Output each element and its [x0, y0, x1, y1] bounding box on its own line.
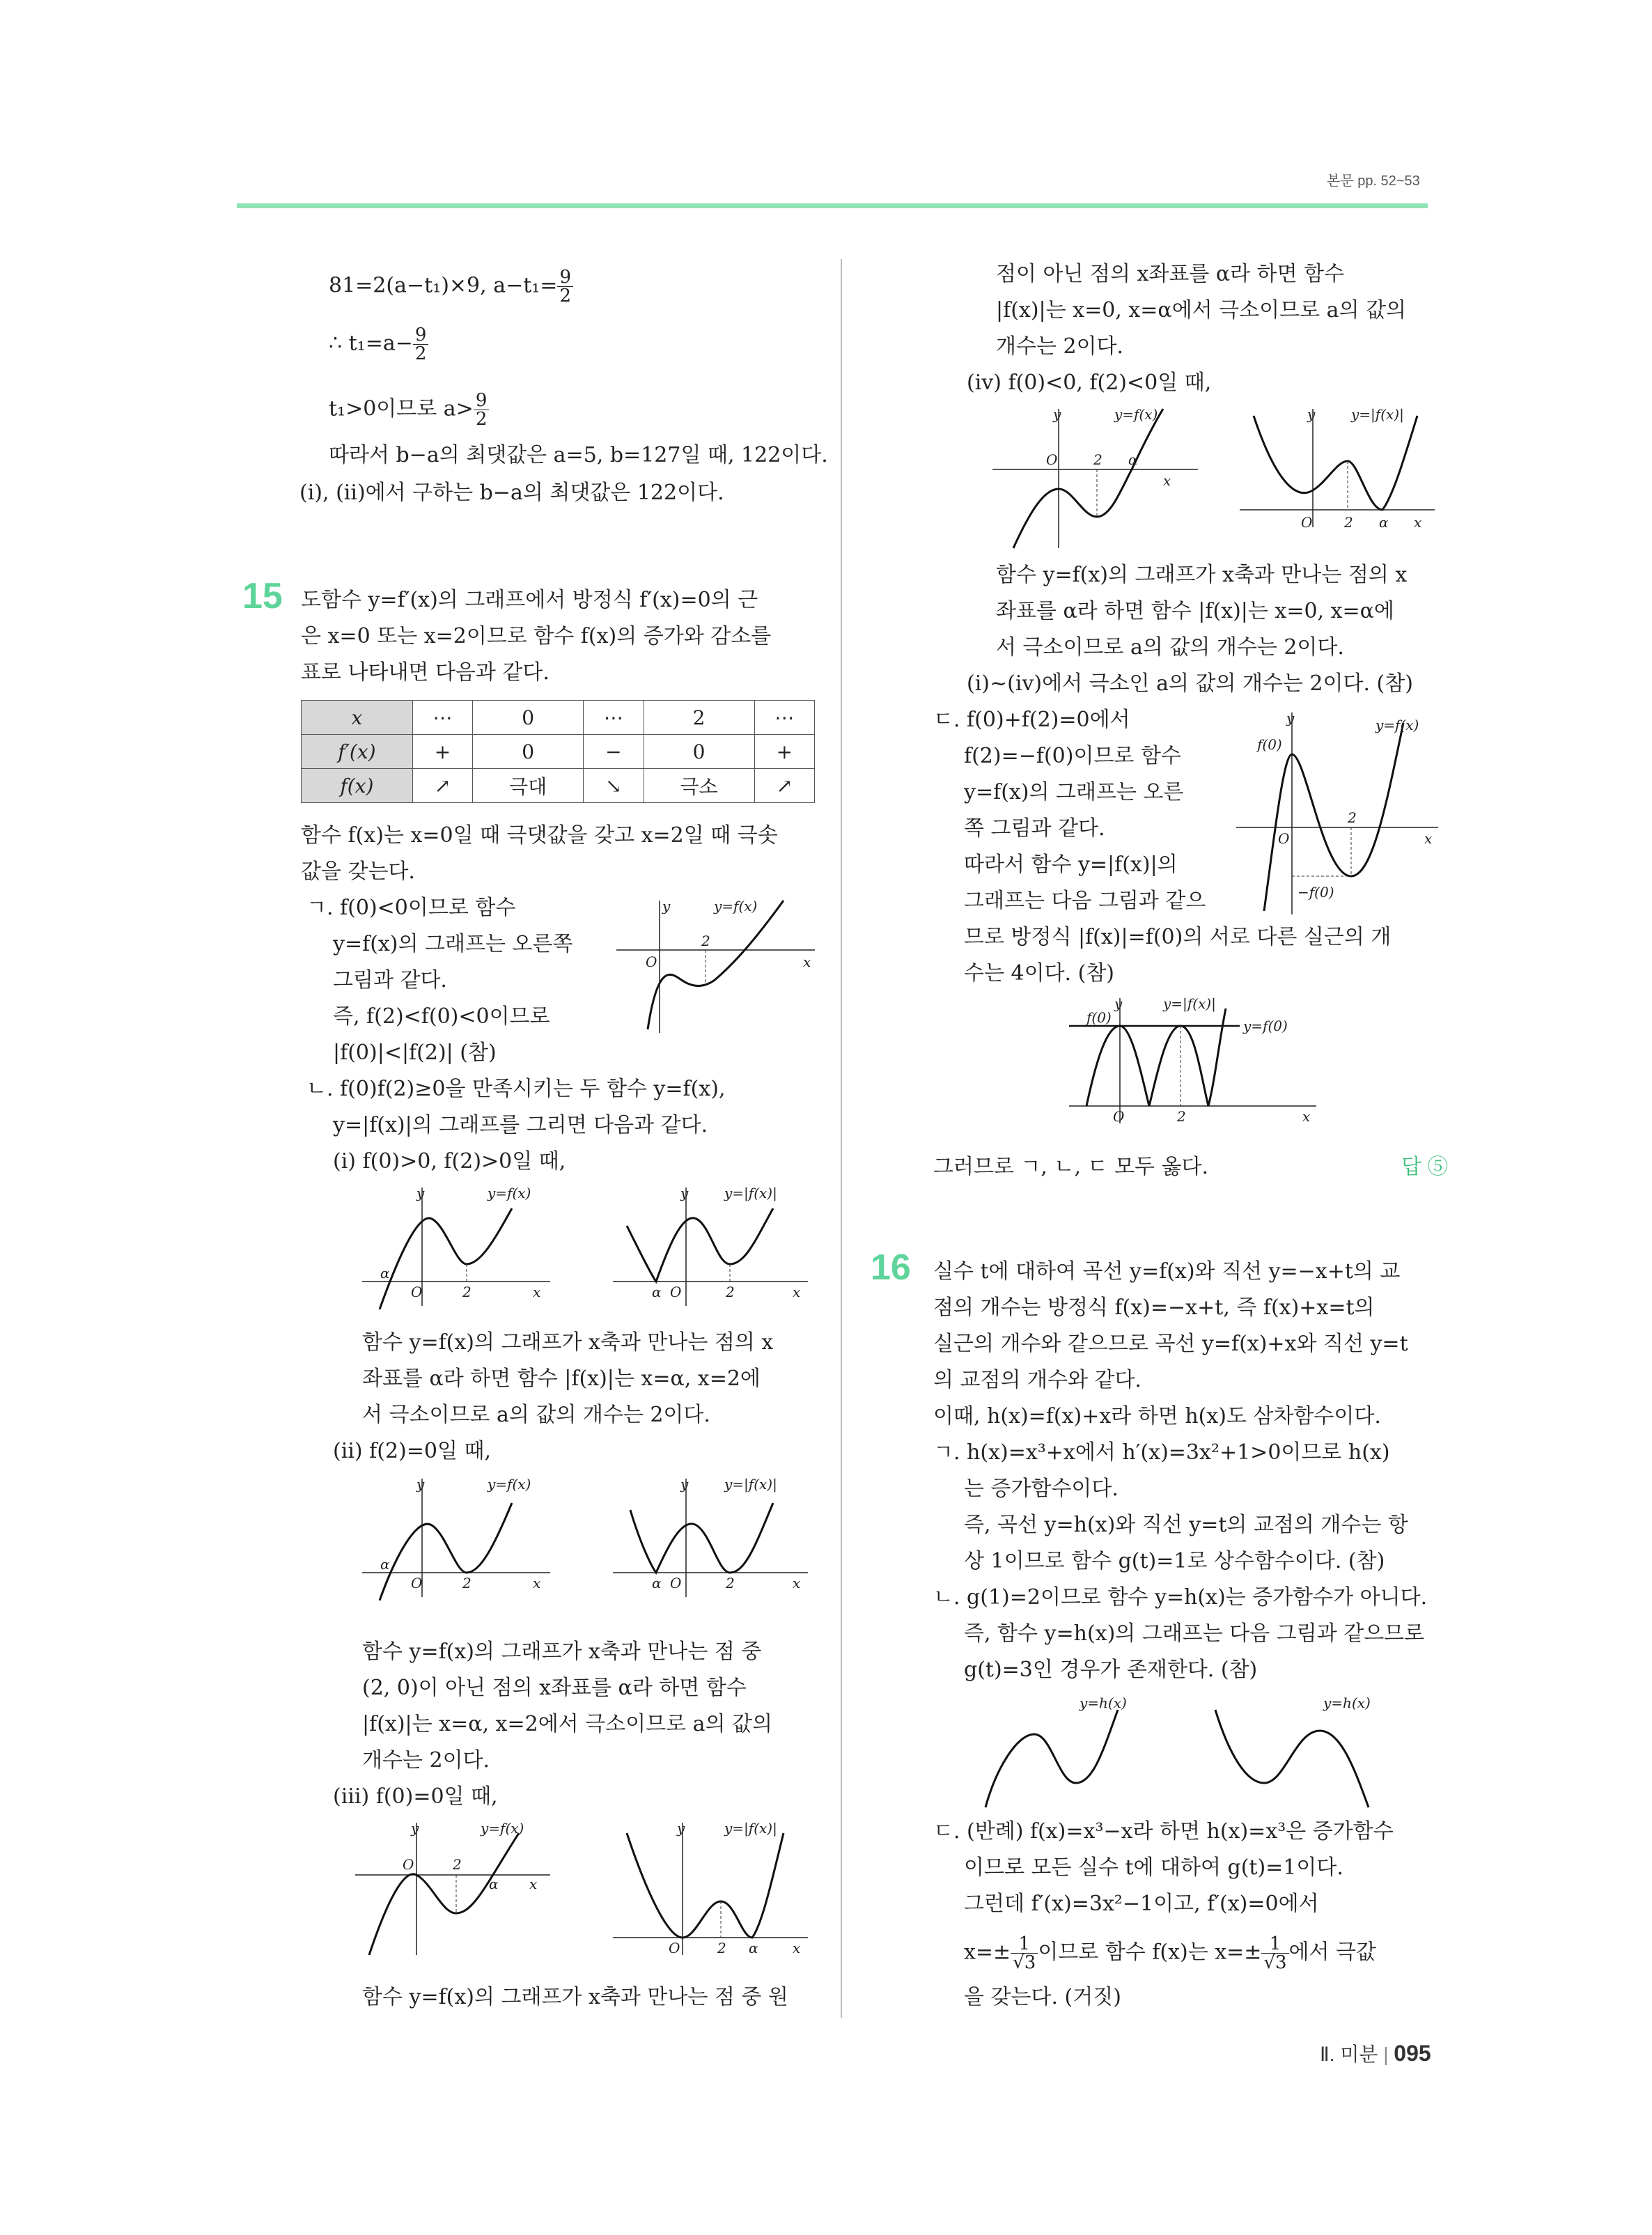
- curve-label: y=h(x): [1080, 1695, 1127, 1711]
- graph-case1-abs: [613, 1184, 815, 1309]
- graph-d-fx: [1236, 709, 1445, 918]
- tick-label: 2: [701, 933, 710, 949]
- alpha-label: α: [1128, 451, 1138, 468]
- table-cell: f(x): [302, 769, 413, 803]
- text-line: y=|f(x)|의 그래프를 그리면 다음과 같다.: [333, 1113, 708, 1137]
- table-cell: 극대: [473, 769, 584, 803]
- x-label: x: [529, 1876, 538, 1892]
- f0-label: f(0): [1257, 736, 1282, 753]
- y-label: y: [416, 1476, 425, 1493]
- table-cell: +: [412, 735, 472, 769]
- text-line: 실근의 개수와 같으므로 곡선 y=f(x)+x와 직선 y=t: [933, 1332, 1408, 1356]
- graph-hx-2: [1205, 1692, 1400, 1811]
- curve: [369, 1833, 519, 1955]
- text-line: 점이 아닌 점의 x좌표를 α라 하면 함수: [996, 262, 1345, 286]
- graph-hx-1: [975, 1692, 1156, 1811]
- text-line: 함수 y=f(x)의 그래프가 x축과 만나는 점의 x: [996, 563, 1408, 587]
- curve: [630, 1503, 773, 1573]
- curve-label: y=|f(x)|: [724, 1476, 777, 1493]
- text-line: g(t)=3인 경우가 존재한다. (참): [964, 1658, 1258, 1682]
- tick-label: 2: [462, 1284, 472, 1300]
- tick-label: 2: [726, 1284, 735, 1300]
- text-line: 서 극소이므로 a의 값의 개수는 2이다.: [362, 1403, 710, 1427]
- tick-label: 2: [1348, 809, 1357, 826]
- alpha-label: α: [380, 1265, 390, 1282]
- tick-label: 2: [1177, 1108, 1186, 1125]
- text-line: 그림과 같다.: [333, 968, 447, 992]
- x-label: x: [533, 1575, 541, 1591]
- curve: [648, 901, 784, 1029]
- problem-number-15: 15: [242, 576, 283, 616]
- text-line: 도함수 y=f′(x)의 그래프에서 방정식 f′(x)=0의 근: [301, 588, 758, 612]
- table-cell: 0: [473, 701, 584, 735]
- origin-label: O: [1113, 1108, 1125, 1125]
- curve: [627, 1833, 784, 1938]
- curve-label: y=f(x): [488, 1185, 531, 1201]
- curve: [985, 1710, 1118, 1807]
- page-number: 095: [1394, 2041, 1431, 2066]
- alpha-label: α: [380, 1556, 390, 1573]
- y-label: y: [680, 1185, 689, 1201]
- alpha-label: α: [652, 1284, 662, 1300]
- x-label: x: [1302, 1108, 1311, 1125]
- y-label: y: [416, 1185, 425, 1201]
- x-label: x: [793, 1575, 801, 1591]
- y-label: y: [1286, 710, 1295, 726]
- curve-label: y=|f(x)|: [1163, 995, 1216, 1012]
- text-line: 의 교점의 개수와 같다.: [933, 1368, 1141, 1392]
- text-line: 함수 y=f(x)의 그래프가 x축과 만나는 점 중: [362, 1640, 762, 1664]
- x-label: x: [1163, 472, 1171, 489]
- table-row: [302, 769, 815, 803]
- conclusion: 그러므로 ㄱ, ㄴ, ㄷ 모두 옳다.: [933, 1155, 1209, 1179]
- text-line: 그런데 f′(x)=3x²−1이고, f′(x)=0에서: [964, 1892, 1319, 1916]
- curve: [627, 1208, 773, 1282]
- curve-label: y=|f(x)|: [724, 1820, 777, 1837]
- graph-d-abs: [1066, 995, 1323, 1127]
- line-label: y=f(0): [1243, 1018, 1288, 1034]
- text-line: 는 증가함수이다.: [964, 1477, 1119, 1501]
- graph-case4-fx: [989, 405, 1205, 552]
- tick-label: 2: [453, 1856, 462, 1873]
- f0-label: f(0): [1086, 1009, 1112, 1026]
- text-line: 함수 y=f(x)의 그래프가 x축과 만나는 점의 x: [362, 1330, 774, 1355]
- text-line: (ⅱ) f(2)=0일 때,: [333, 1439, 491, 1463]
- text-line: 즉, 함수 y=h(x)의 그래프는 다음 그림과 같으므로: [964, 1621, 1425, 1646]
- eq-line-extrema: x=± $\frac{1}{√3}$ 이므로 함수 f(x)는 x=± $\frac{1}{√3}$ 에서 극값: [964, 1933, 1377, 1973]
- origin-label: O: [670, 1575, 682, 1591]
- origin-label: O: [411, 1575, 423, 1591]
- text-line: |f(0)|<|f(2)| (참): [333, 1041, 497, 1065]
- tick-label: 2: [726, 1575, 735, 1591]
- curve-label: y=|f(x)|: [724, 1185, 777, 1201]
- text-line: 따라서 b−a의 최댓값은 a=5, b=127일 때, 122이다.: [329, 443, 828, 467]
- graph-case2-abs: [613, 1475, 815, 1601]
- y-label: y: [411, 1820, 419, 1837]
- text-line: 을 갖는다. (거짓): [964, 1985, 1121, 2009]
- origin-label: O: [1046, 451, 1058, 468]
- y-label: y: [1307, 406, 1316, 423]
- tick-label: 2: [1093, 451, 1102, 468]
- curve: [1264, 723, 1403, 911]
- eq-line-1: 81=2(a−t₁)×9, a−t₁= $\frac{9}{2}$: [329, 268, 573, 305]
- curve-label: y=f(x): [714, 898, 758, 914]
- footer-separator: |: [1383, 2043, 1394, 2065]
- text-line: ㄴ. g(1)=2이므로 함수 y=h(x)는 증가함수가 아니다.: [933, 1585, 1428, 1610]
- text-line: y=f(x)의 그래프는 오른쪽: [333, 932, 573, 956]
- curve: [1013, 409, 1163, 548]
- table-cell: +: [754, 735, 814, 769]
- alpha-label: α: [652, 1575, 662, 1591]
- graph-case2-fx: [362, 1475, 557, 1601]
- curve-label: y=f(x): [488, 1476, 531, 1493]
- x-label: x: [533, 1284, 541, 1300]
- tick-label: 2: [462, 1575, 472, 1591]
- text-line: 이므로 모든 실수 t에 대하여 g(t)=1이다.: [964, 1855, 1343, 1880]
- problem-number-16: 16: [871, 1247, 911, 1288]
- text-line: (ⅰ) f(0)>0, f(2)>0일 때,: [333, 1149, 566, 1174]
- footer: [1320, 2039, 1431, 2067]
- text-line: (ⅰ)~(ⅳ)에서 극소인 a의 값의 개수는 2이다. (참): [967, 671, 1413, 696]
- text-line: 수는 4이다. (참): [964, 961, 1115, 986]
- table-row: [302, 735, 815, 769]
- table-cell: ↗: [754, 769, 814, 803]
- alpha-label: α: [489, 1876, 499, 1892]
- text-line: 실수 t에 대하여 곡선 y=f(x)와 직선 y=−x+t의 교: [933, 1259, 1401, 1284]
- origin-label: O: [669, 1940, 680, 1956]
- text-line: 쪽 그림과 같다.: [964, 816, 1105, 841]
- text-line: 좌표를 α라 하면 함수 |f(x)|는 x=0, x=α에: [996, 599, 1394, 623]
- origin-label: O: [670, 1284, 682, 1300]
- y-label: y: [662, 898, 671, 914]
- tick-label: 2: [717, 1940, 726, 1956]
- table-cell: ↘: [584, 769, 644, 803]
- x-label: x: [1414, 514, 1422, 531]
- origin-label: O: [411, 1284, 423, 1300]
- origin-label: O: [1301, 514, 1313, 531]
- text-line: (ⅳ) f(0)<0, f(2)<0일 때,: [967, 371, 1212, 395]
- text-line: (ⅲ) f(0)=0일 때,: [333, 1784, 498, 1809]
- text-line: |f(x)|는 x=α, x=2에서 극소이므로 a의 값의: [362, 1712, 772, 1736]
- curve: [380, 1208, 512, 1309]
- text-line: y=f(x)의 그래프는 오른: [964, 780, 1184, 804]
- table-cell: ⋯: [584, 701, 644, 735]
- text-line: 좌표를 α라 하면 함수 |f(x)|는 x=α, x=2에: [362, 1366, 761, 1391]
- eq-line-3: t₁>0이므로 a> $\frac{9}{2}$: [329, 391, 489, 428]
- text-line: f(2)=−f(0)이므로 함수: [964, 744, 1181, 768]
- text-line: 점의 개수는 방정식 f(x)=−x+t, 즉 f(x)+x=t의: [933, 1295, 1375, 1320]
- column-divider: [841, 259, 842, 2018]
- table-cell: −: [584, 735, 644, 769]
- text-line: 상 1이므로 함수 g(t)=1로 상수함수이다. (참): [964, 1549, 1385, 1573]
- table-cell: 0: [473, 735, 584, 769]
- text-line: ㄷ. (반례) f(x)=x³−x라 하면 h(x)=x³은 증가함수: [933, 1819, 1394, 1844]
- minus-f0-label: −f(0): [1298, 884, 1334, 901]
- text-line: |f(x)|는 x=0, x=α에서 극소이므로 a의 값의: [996, 298, 1406, 322]
- origin-label: O: [403, 1856, 414, 1873]
- y-label: y: [1053, 406, 1061, 423]
- text-line: 이때, h(x)=f(x)+x라 하면 h(x)도 삼차함수이다.: [933, 1404, 1381, 1428]
- table-cell: ⋯: [754, 701, 814, 735]
- text-line: 므로 방정식 |f(x)|=f(0)의 서로 다른 실근의 개: [964, 925, 1392, 949]
- increase-decrease-table: [301, 700, 815, 803]
- curve: [380, 1503, 512, 1601]
- x-label: x: [803, 953, 811, 970]
- eq-line-2: ∴ t₁=a− $\frac{9}{2}$: [329, 326, 428, 363]
- text-line: ㄴ. f(0)f(2)≥0을 만족시키는 두 함수 y=f(x),: [306, 1077, 726, 1101]
- curve-label: y=h(x): [1323, 1695, 1371, 1711]
- text-line: ㄱ. f(0)<0이므로 함수: [306, 896, 516, 920]
- curve-label: y=|f(x)|: [1351, 406, 1404, 423]
- text-line: 그래프는 다음 그림과 같으: [964, 889, 1206, 913]
- y-label: y: [680, 1476, 689, 1493]
- graph-case1-fx: [362, 1184, 557, 1309]
- table-cell: x: [302, 701, 413, 735]
- table-row: [302, 701, 815, 735]
- answer-badge: 답 ⑤: [1401, 1155, 1449, 1178]
- text-line: 개수는 2이다.: [996, 334, 1124, 359]
- text-line: 표로 나타내면 다음과 같다.: [301, 660, 550, 685]
- curve-label: y=f(x): [1114, 406, 1158, 423]
- origin-label: O: [646, 953, 657, 970]
- x-label: x: [793, 1940, 801, 1956]
- curve: [1254, 416, 1417, 510]
- table-cell: 2: [644, 701, 754, 735]
- text-line: ㄱ. h(x)=x³+x에서 h′(x)=3x²+1>0이므로 h(x): [933, 1440, 1390, 1465]
- graph-case3-fx: [355, 1819, 557, 1958]
- origin-label: O: [1278, 830, 1290, 847]
- curve: [1215, 1710, 1369, 1807]
- text-line: 즉, f(2)<f(0)<0이므로: [333, 1004, 550, 1029]
- text-line: 함수 y=f(x)의 그래프가 x축과 만나는 점 중 원: [362, 1985, 788, 2009]
- curve-label: y=f(x): [1376, 717, 1419, 733]
- y-label: y: [677, 1820, 685, 1837]
- text-line: 은 x=0 또는 x=2이므로 함수 f(x)의 증가와 감소를: [301, 624, 772, 648]
- text-line: (2, 0)이 아닌 점의 x좌표를 α라 하면 함수: [362, 1676, 747, 1700]
- page-reference: 본문 pp. 52~53: [1327, 173, 1420, 189]
- text-line: 따라서 함수 y=|f(x)|의: [964, 852, 1178, 877]
- alpha-label: α: [1379, 514, 1389, 531]
- x-label: x: [793, 1284, 801, 1300]
- chapter-label: Ⅱ. 미분: [1320, 2043, 1378, 2065]
- table-cell: 0: [644, 735, 754, 769]
- text-line: 값을 갖는다.: [301, 859, 415, 884]
- table-cell: 극소: [644, 769, 754, 803]
- text-line: ㄷ. f(0)+f(2)=0에서: [933, 708, 1130, 732]
- alpha-label: α: [749, 1940, 758, 1956]
- text-line: 함수 f(x)는 x=0일 때 극댓값을 갖고 x=2일 때 극솟: [301, 823, 778, 848]
- graph-case4-abs: [1240, 405, 1442, 552]
- text-line: (ⅰ), (ⅱ)에서 구하는 b−a의 최댓값은 122이다.: [299, 481, 724, 505]
- header-rule: [237, 203, 1428, 208]
- text-line: 즉, 곡선 y=h(x)와 직선 y=t의 교점의 개수는 항: [964, 1513, 1408, 1537]
- curve-label: y=f(x): [481, 1820, 524, 1837]
- table-cell: f′(x): [302, 735, 413, 769]
- graph-g-fx: [616, 897, 818, 1036]
- x-label: x: [1424, 830, 1433, 847]
- text-line: 개수는 2이다.: [362, 1748, 490, 1773]
- graph-case3-abs: [613, 1819, 815, 1958]
- y-label: y: [1114, 995, 1123, 1012]
- text-line: 서 극소이므로 a의 값의 개수는 2이다.: [996, 635, 1344, 660]
- tick-label: 2: [1344, 514, 1353, 531]
- table-cell: ⋯: [412, 701, 472, 735]
- table-cell: ↗: [412, 769, 472, 803]
